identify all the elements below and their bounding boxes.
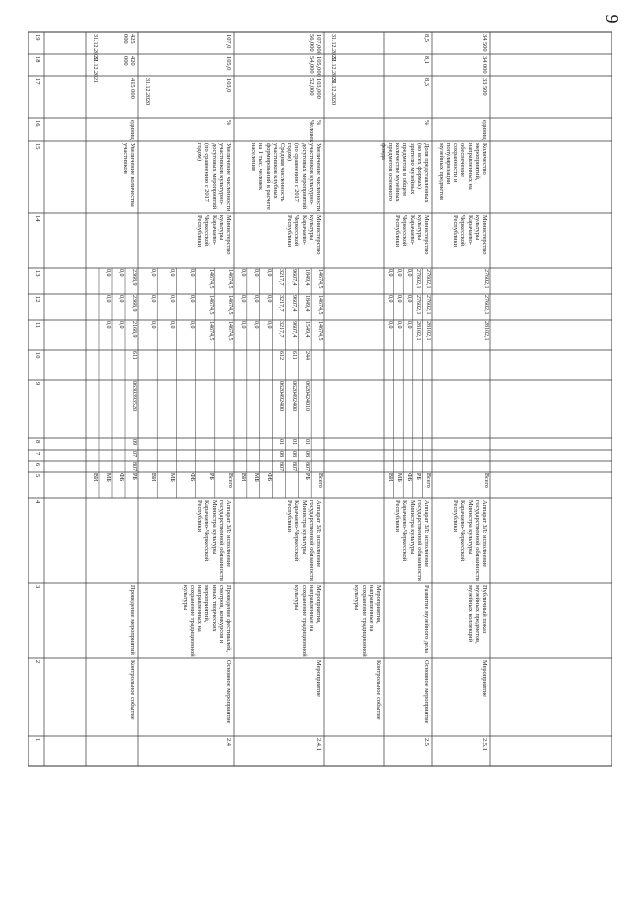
row-r-241-sub2-col6: 807 [291, 462, 298, 471]
row-r-251-col19: 34 500 [481, 34, 488, 52]
row-r-241-sub6-col5: ВИ [239, 473, 246, 482]
row-r-241-col17: 103,000 52,000 [307, 78, 322, 99]
row-r-25-sub3-col12: 0,0 [396, 295, 403, 303]
row-r-25-sub0-col12: 27602,1 [425, 295, 431, 315]
row-r-cp1-sub0-col9: 0630393520 [131, 381, 137, 411]
row-r-241-sub3-col12: 3217,7 [278, 295, 285, 312]
row-r-251-sub0-col11: 28102,1 [483, 321, 489, 341]
row-r-25-col1: 2.5 [423, 738, 430, 746]
column-number-header: 5 [34, 474, 41, 478]
row-r-241-sub0-col12: 14674,5 [317, 295, 323, 315]
row-r-25-sub1-col12: 27602,1 [415, 295, 422, 315]
row-r-241-sub1-col13: 1849,4 [304, 269, 311, 286]
row-r-cp1-col2: Контрольное событие [129, 660, 136, 720]
row-r-251-col18: 34 000 [481, 56, 488, 74]
column-number-header: 6 [34, 463, 41, 467]
row-r-cp1-sub1-col11: 0,0 [118, 321, 124, 329]
row-r-241-sub3-col7: 08 [278, 451, 285, 457]
row-r-cp1-col16: единиц [129, 120, 136, 140]
row-r-251-col1: 2.5.1 [481, 738, 488, 751]
row-r-251-col4: Аппарат ЗЛ: исполнение государственной обязанности Министра культуры Карачаево-Черкесской Республики [452, 500, 488, 581]
row-r-25-sub4-col5: ВИ [386, 473, 393, 482]
row-r-25-col2: Основное мероприятие [423, 660, 430, 724]
row-r-24-col14: Министерство культуры Карачаево-Черкесской Республики [196, 215, 232, 255]
row-r-241-sub2-col10: 611 [291, 351, 298, 360]
row-r-cp1-sub0-col7: 07 [131, 451, 137, 457]
row-r-251-sub0-col13: 27602,1 [483, 269, 489, 289]
column-number-header: 2 [34, 660, 41, 664]
row-r-cp2-col3: Мероприятия, направленные на сохранение традиционной культуры [353, 585, 382, 657]
row-r-241-sub6-col13: 0,0 [239, 269, 246, 277]
row-r-cp1-col19: 425 000 [121, 34, 136, 44]
row-r-24-col1: 2.4 [225, 738, 232, 746]
row-r-cp1-sub2-col12: 0,0 [105, 295, 111, 303]
row-r-25-sub4-col11: 0,0 [386, 321, 393, 329]
row-r-24-date17: 31.12.2020 [144, 78, 150, 105]
row-r-24-sub4-col11: 0,0 [150, 321, 157, 329]
row-r-241-sub1-col6: 807 [304, 462, 311, 471]
row-r-241-sub2-col13: 9607,4 [291, 269, 298, 286]
row-r-251-col14: Министерство культуры Карачаево-Черкесской Республики [452, 215, 488, 255]
row-r-25-col16: % [423, 120, 430, 126]
row-r-24-sub1-col12: 14674,5 [207, 295, 214, 315]
row-r-24-sub2-col12: 0,0 [188, 295, 195, 303]
row-r-cp1-sub1-col13: 0,0 [118, 269, 124, 277]
row-r-cp1-sub0-col8: 09 [131, 439, 137, 445]
column-number-header: 8 [34, 440, 41, 444]
row-r-24-sub3-col12: 0,0 [169, 295, 176, 303]
column-number-header: 4 [34, 500, 41, 504]
row-r-24-sub3-col11: 0,0 [169, 321, 176, 329]
row-r-24-sub0-col5: Всего [227, 473, 233, 488]
row-r-24-sub0-col12: 14674,5 [227, 295, 233, 315]
row-r-cp1-sub0-col13: 2368,9 [131, 269, 137, 286]
row-r-cp1-sub2-col5: МБ [105, 473, 111, 482]
row-r-25-sub4-col13: 0,0 [386, 269, 393, 277]
row-r-24-col3: Проведение фестивалей, смотров, конкурсов и иных творческих мероприятий, направленных на сохранение традиционной культуры [181, 585, 232, 657]
row-r-cp1-sub2-col11: 0,0 [105, 321, 111, 329]
row-r-241-sub4-col13: 0,0 [265, 269, 272, 277]
row-r-241-sub5-col13: 0,0 [252, 269, 259, 277]
row-r-24-sub4-col5: ВИ [150, 473, 157, 482]
row-r-25-sub2-col11: 0,0 [405, 321, 412, 329]
row-r-25-sub2-col12: 0,0 [405, 295, 412, 303]
row-r-25-col18: 8,1 [423, 56, 430, 64]
row-r-cp1-sub1-col12: 0,0 [118, 295, 124, 303]
row-r-cp1-sub0-col11: 2168,9 [131, 321, 137, 338]
row-r-24-col19: 107,0 [225, 34, 232, 49]
row-r-241-sub5-col12: 0,0 [252, 295, 259, 303]
row-r-25-sub0-col5: Всего [425, 473, 431, 488]
row-r-241-sub2-col7: 08 [291, 451, 298, 457]
row-r-24-sub1-col5: РБ [207, 473, 214, 480]
row-r-cp1-sub0-col12: 2368,9 [131, 295, 137, 312]
row-r-241-sub2-col11: 9607,4 [291, 321, 298, 338]
row-r-241-sub1-col9: 0620424010 [304, 381, 311, 411]
row-r-cp1-col18: 420 000 [121, 56, 136, 66]
column-number-header: 17 [34, 78, 41, 85]
row-r-241-sub5-col11: 0,0 [252, 321, 259, 329]
row-r-25-sub1-col11: 28102,1 [415, 321, 422, 341]
row-r-251-col2: Мероприятие [481, 660, 488, 697]
row-r-25-col15: Доля представленных (во всех формах) зрителю музейных предметов в общем количестве музейных предметов основного фонда [379, 143, 430, 203]
column-number-header: 11 [34, 322, 41, 329]
row-r-241-col14: Министерство культуры Карачаево-Черкесской Республики [286, 215, 322, 255]
row-r-24-sub0-col13: 14674,5 [227, 269, 233, 289]
column-number-header: 7 [34, 452, 41, 456]
row-r-251-sub0-col12: 27602,1 [483, 295, 489, 315]
row-r-24-sub2-col11: 0,0 [188, 321, 195, 329]
row-r-241-sub3-col8: 01 [278, 439, 285, 445]
row-r-241-col18: 105,000 54,000 [307, 56, 322, 77]
column-number-header: 12 [34, 296, 41, 303]
row-r-cp2-date18: 31.12.2021 [330, 56, 336, 83]
row-r-251-col17: 33 500 [481, 78, 488, 96]
row-r-241-col3: Мероприятия, направленные на сохранение традиционной культуры [293, 585, 322, 657]
row-r-241-sub1-col7: 08 [304, 451, 311, 457]
row-r-241-sub1-col10: 244 [304, 351, 311, 360]
row-r-241-col16: % Человек [307, 120, 322, 143]
row-r-cp2-date19: 31.12.2022 [330, 34, 336, 61]
row-r-241-sub4-col11: 0,0 [265, 321, 272, 329]
row-r-25-sub1-col5: РБ [415, 473, 422, 480]
row-r-cp1-sub0-col6: 807 [131, 462, 137, 471]
row-r-25-sub2-col13: 0,0 [405, 269, 412, 277]
row-r-25-sub1-col13: 27602,1 [415, 269, 422, 289]
column-number-header: 9 [34, 382, 41, 386]
row-r-25-sub0-col11: 28102,1 [425, 321, 431, 341]
row-r-25-col3: Развитие музейного дела [423, 585, 430, 654]
row-r-24-sub2-col13: 0,0 [188, 269, 195, 277]
row-r-cp1-sub2-col13: 0,0 [105, 269, 111, 277]
row-r-cp1-sub0-col5: РБ [131, 473, 137, 480]
column-number-header: 13 [34, 270, 41, 277]
row-r-25-col4: Аппарат ЗЛ: исполнение государственной обязанности Министра культуры Карачаево-Черкесской Республики [394, 500, 430, 581]
row-r-25-col17: 8,3 [423, 78, 430, 86]
row-r-25-sub4-col12: 0,0 [386, 295, 393, 303]
column-number-header: 1 [34, 738, 41, 742]
row-r-24-col15: Увеличение численности участников культурно-досуговых мероприятий (по сравнению с 2017 годом) [196, 143, 232, 212]
row-r-24-sub3-col5: МБ [169, 473, 176, 482]
row-r-241-sub3-col6: 807 [278, 462, 285, 471]
row-r-cp1-sub1-col5: ФБ [118, 473, 124, 482]
row-r-241-sub3-col10: 612 [278, 351, 285, 360]
row-r-241-sub6-col12: 0,0 [239, 295, 246, 303]
row-r-241-sub6-col11: 0,0 [239, 321, 246, 329]
row-r-241-sub0-col11: 14674,5 [317, 321, 323, 341]
column-number-header: 18 [34, 56, 41, 63]
row-r-251-col3: Публичный показ музейных предметов, музейных коллекций [466, 585, 488, 644]
row-r-241-sub3-col13: 3217,7 [278, 269, 285, 286]
row-r-24-col4: Аппарат ЗЛ: исполнение государственной обязанности Министра культуры Карачаево-Черкесской Республики [196, 500, 232, 581]
column-number-header: 19 [34, 34, 41, 41]
row-r-cp1-col3: Проведение мероприятий [129, 585, 136, 655]
row-r-24-sub1-col13: 14674,5 [207, 269, 214, 289]
row-r-24-sub4-col13: 0,0 [150, 269, 157, 277]
row-r-241-col1: 2.4.1 [315, 738, 322, 751]
row-r-241-col19: 107,000 56,000 [307, 34, 322, 55]
row-r-241-col2: Мероприятие [315, 660, 322, 697]
row-r-cp1-date18: 31.12.2021 [92, 56, 98, 83]
column-number-header: 10 [34, 352, 41, 359]
row-r-cp2-date17: 31.12.2020 [330, 78, 336, 105]
column-number-header: 15 [34, 143, 41, 150]
row-r-251-col15: Количество мероприятий, направленных на обеспечение сохранности и популяризации музейных предметов [437, 143, 488, 200]
row-r-241-sub3-col9: 0620492400 [278, 381, 285, 411]
row-r-241-sub0-col5: Всего [317, 473, 323, 488]
row-r-241-col4: Аппарат ЗЛ: исполнение государственной обязанности Министра культуры Карачаево-Черкесской Республики [286, 500, 322, 581]
row-r-24-sub0-col11: 14674,5 [227, 321, 233, 341]
row-r-24-col16: % [225, 120, 232, 126]
row-r-25-sub3-col13: 0,0 [396, 269, 403, 277]
row-r-cp2-col2: Контрольное событие [375, 660, 382, 720]
row-r-251-col16: единиц [481, 120, 488, 140]
row-r-25-sub3-col5: МБ [396, 473, 403, 482]
column-number-header: 3 [34, 585, 41, 589]
row-r-241-sub5-col5: МБ [252, 473, 259, 482]
row-r-241-sub2-col8: 01 [291, 439, 298, 445]
row-r-251-sub0-col5: Всего [483, 473, 489, 488]
row-r-241-col15: Увеличение численности участников культурно-досуговых мероприятий (по сравнению с 2017 годом) Средняя численность участников клубных формирований в расчете на 1 тыс. человек населения [250, 143, 322, 212]
row-r-cp1-col17: 415 000 [129, 78, 136, 99]
row-r-24-sub3-col13: 0,0 [169, 269, 176, 277]
row-r-25-sub2-col5: ФБ [405, 473, 412, 482]
row-r-241-sub0-col13: 14674,5 [317, 269, 323, 289]
row-r-241-sub1-col11: 1549,4 [304, 321, 311, 338]
row-r-25-sub0-col13: 27602,1 [425, 269, 431, 289]
row-r-24-sub4-col12: 0,0 [150, 295, 157, 303]
row-r-241-sub3-col11: 3217,7 [278, 321, 285, 338]
row-r-24-col17: 103,0 [225, 78, 232, 93]
row-r-cp1-sub0-col10: 611 [131, 351, 137, 360]
row-r-241-sub2-col12: 9607,4 [291, 295, 298, 312]
row-r-25-sub3-col11: 0,0 [396, 321, 403, 329]
row-r-24-sub2-col5: ФБ [188, 473, 195, 482]
row-r-241-sub4-col5: ФБ [265, 473, 272, 482]
row-r-24-col18: 105,0 [225, 56, 232, 71]
row-r-25-col14: Министерство культуры Карачаево-Черкесской Республики [394, 215, 430, 255]
row-r-241-sub1-col12: 1849,4 [304, 295, 311, 312]
rotated-table-page [28, 12, 612, 892]
row-r-cp1-date19: 31.12.2022 [92, 34, 98, 61]
column-number-header: 16 [34, 120, 41, 127]
row-r-24-col2: Основное мероприятие [225, 660, 232, 724]
row-r-cp1-col15: Увеличение количества участников [121, 143, 136, 207]
column-number-header: 14 [34, 215, 41, 222]
row-r-24-sub1-col11: 14674,5 [207, 321, 214, 341]
row-r-241-sub1-col8: 01 [304, 439, 311, 445]
row-r-241-sub4-col12: 0,0 [265, 295, 272, 303]
row-r-cp1-sub3-col5: ВИ [92, 473, 98, 482]
row-r-25-col19: 8,5 [423, 34, 430, 42]
row-r-241-sub2-col9: 0620492400 [291, 381, 298, 411]
row-r-241-sub1-col5: РБ [304, 473, 311, 480]
page-number: 9 [602, 14, 622, 24]
